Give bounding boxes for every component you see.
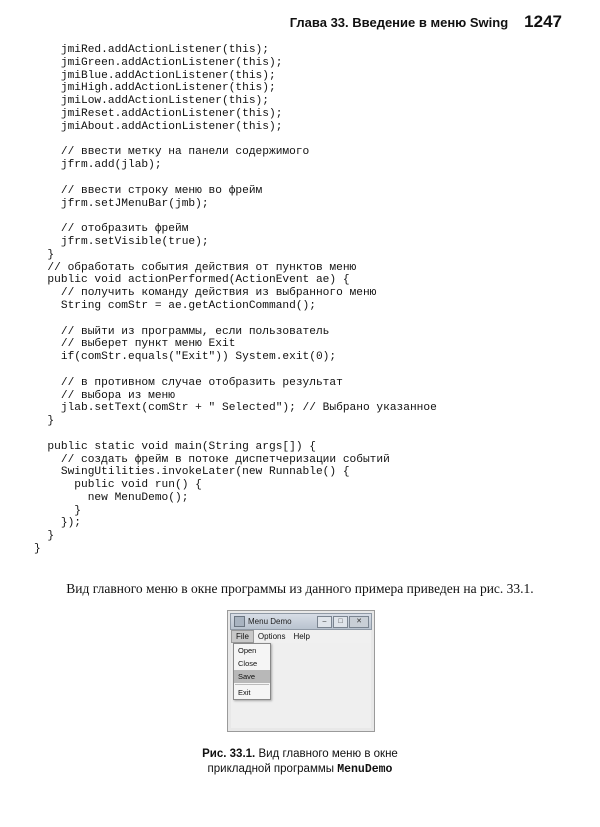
code-line: // создать фрейм в потоке диспетчеризации событий (34, 453, 390, 466)
body-paragraph: Вид главного меню в окне программы из данного примера приведен на рис. 33.1. (66, 581, 534, 596)
caption-text-2: прикладной программы (207, 763, 338, 775)
caption-program: MenuDemo (337, 763, 393, 776)
code-line: jmiGreen.addActionListener(this); (34, 56, 283, 69)
maximize-icon[interactable]: □ (333, 616, 348, 628)
code-line: // ввести метку на панели содержимого (34, 146, 310, 159)
menu-separator (235, 684, 269, 685)
menu-item-open[interactable]: Open (238, 646, 257, 655)
code-line: jmiAbout.addActionListener(this); (34, 120, 283, 133)
page-number: 1247 (524, 12, 562, 31)
code-line: // ввести строку меню во фрейм (34, 184, 263, 197)
code-line (34, 364, 437, 377)
caption-label: Рис. 33.1. (202, 748, 256, 760)
code-line: // обработать события действия от пунктов меню (34, 261, 357, 274)
code-line: public void run() { (34, 479, 202, 492)
menu-item-save[interactable]: Save (234, 670, 270, 683)
code-line: if(comStr.equals("Exit")) System.exit(0); (34, 351, 337, 364)
code-line: jfrm.add(jlab); (34, 159, 162, 172)
code-line: new MenuDemo(); (34, 491, 189, 504)
menu-file[interactable]: File (231, 630, 254, 643)
code-line: // отобразить фрейм (34, 223, 189, 236)
code-line: jmiHigh.addActionListener(this); (34, 82, 276, 95)
code-line: }); (34, 517, 81, 530)
code-line: jmiReset.addActionListener(this); (34, 107, 283, 120)
code-line: } (34, 248, 55, 261)
menu-item-close[interactable]: Close (238, 659, 258, 668)
app-icon (234, 616, 245, 627)
window-controls (317, 616, 369, 628)
menu-item-exit[interactable]: Exit (238, 688, 251, 697)
menubar (231, 630, 371, 643)
menu-options[interactable]: Options (257, 632, 286, 641)
code-line: // выберет пункт меню Exit (34, 338, 236, 351)
window-title: Menu Demo (248, 617, 292, 626)
window-title-bar (230, 613, 372, 630)
minimize-icon[interactable]: – (317, 616, 332, 628)
code-line: public static void main(String args[]) { (34, 440, 316, 453)
code-line: } (34, 415, 55, 428)
chapter-title: Глава 33. Введение в меню Swing (289, 15, 509, 30)
caption-text-1: Вид главного меню в окне (255, 748, 398, 760)
code-line: jlab.setText(comStr + " Selected"); // Выбрано указанное (34, 402, 437, 415)
figure-caption (150, 747, 450, 777)
code-line: // выбора из меню (34, 389, 175, 402)
figure-menu-demo (227, 610, 375, 732)
code-line: jmiRed.addActionListener(this); (34, 44, 269, 56)
code-line: } (34, 543, 41, 556)
code-line: } (34, 504, 81, 517)
code-line: public void actionPerformed(ActionEvent ae) { (34, 274, 350, 287)
code-line (34, 172, 437, 185)
code-listing (34, 44, 437, 556)
code-line: } (34, 530, 55, 543)
code-line: jmiBlue.addActionListener(this); (34, 69, 276, 82)
file-dropdown (233, 643, 271, 700)
menu-help[interactable]: Help (293, 632, 310, 641)
code-line: jfrm.setJMenuBar(jmb); (34, 197, 209, 210)
code-line (34, 428, 437, 441)
code-line (34, 134, 437, 147)
code-line (34, 210, 437, 223)
code-line: // выйти из программы, если пользователь (34, 325, 330, 338)
code-line (34, 313, 437, 326)
code-line: // получить команду действия из выбранного меню (34, 287, 377, 300)
running-header (290, 12, 562, 32)
code-line: SwingUtilities.invokeLater(new Runnable() { (34, 466, 350, 479)
close-icon[interactable]: ✕ (349, 616, 369, 628)
code-line: jmiLow.addActionListener(this); (34, 95, 269, 108)
code-line: String comStr = ae.getActionCommand(); (34, 299, 316, 312)
code-line: jfrm.setVisible(true); (34, 235, 209, 248)
code-line: // в противном случае отобразить результат (34, 376, 343, 389)
